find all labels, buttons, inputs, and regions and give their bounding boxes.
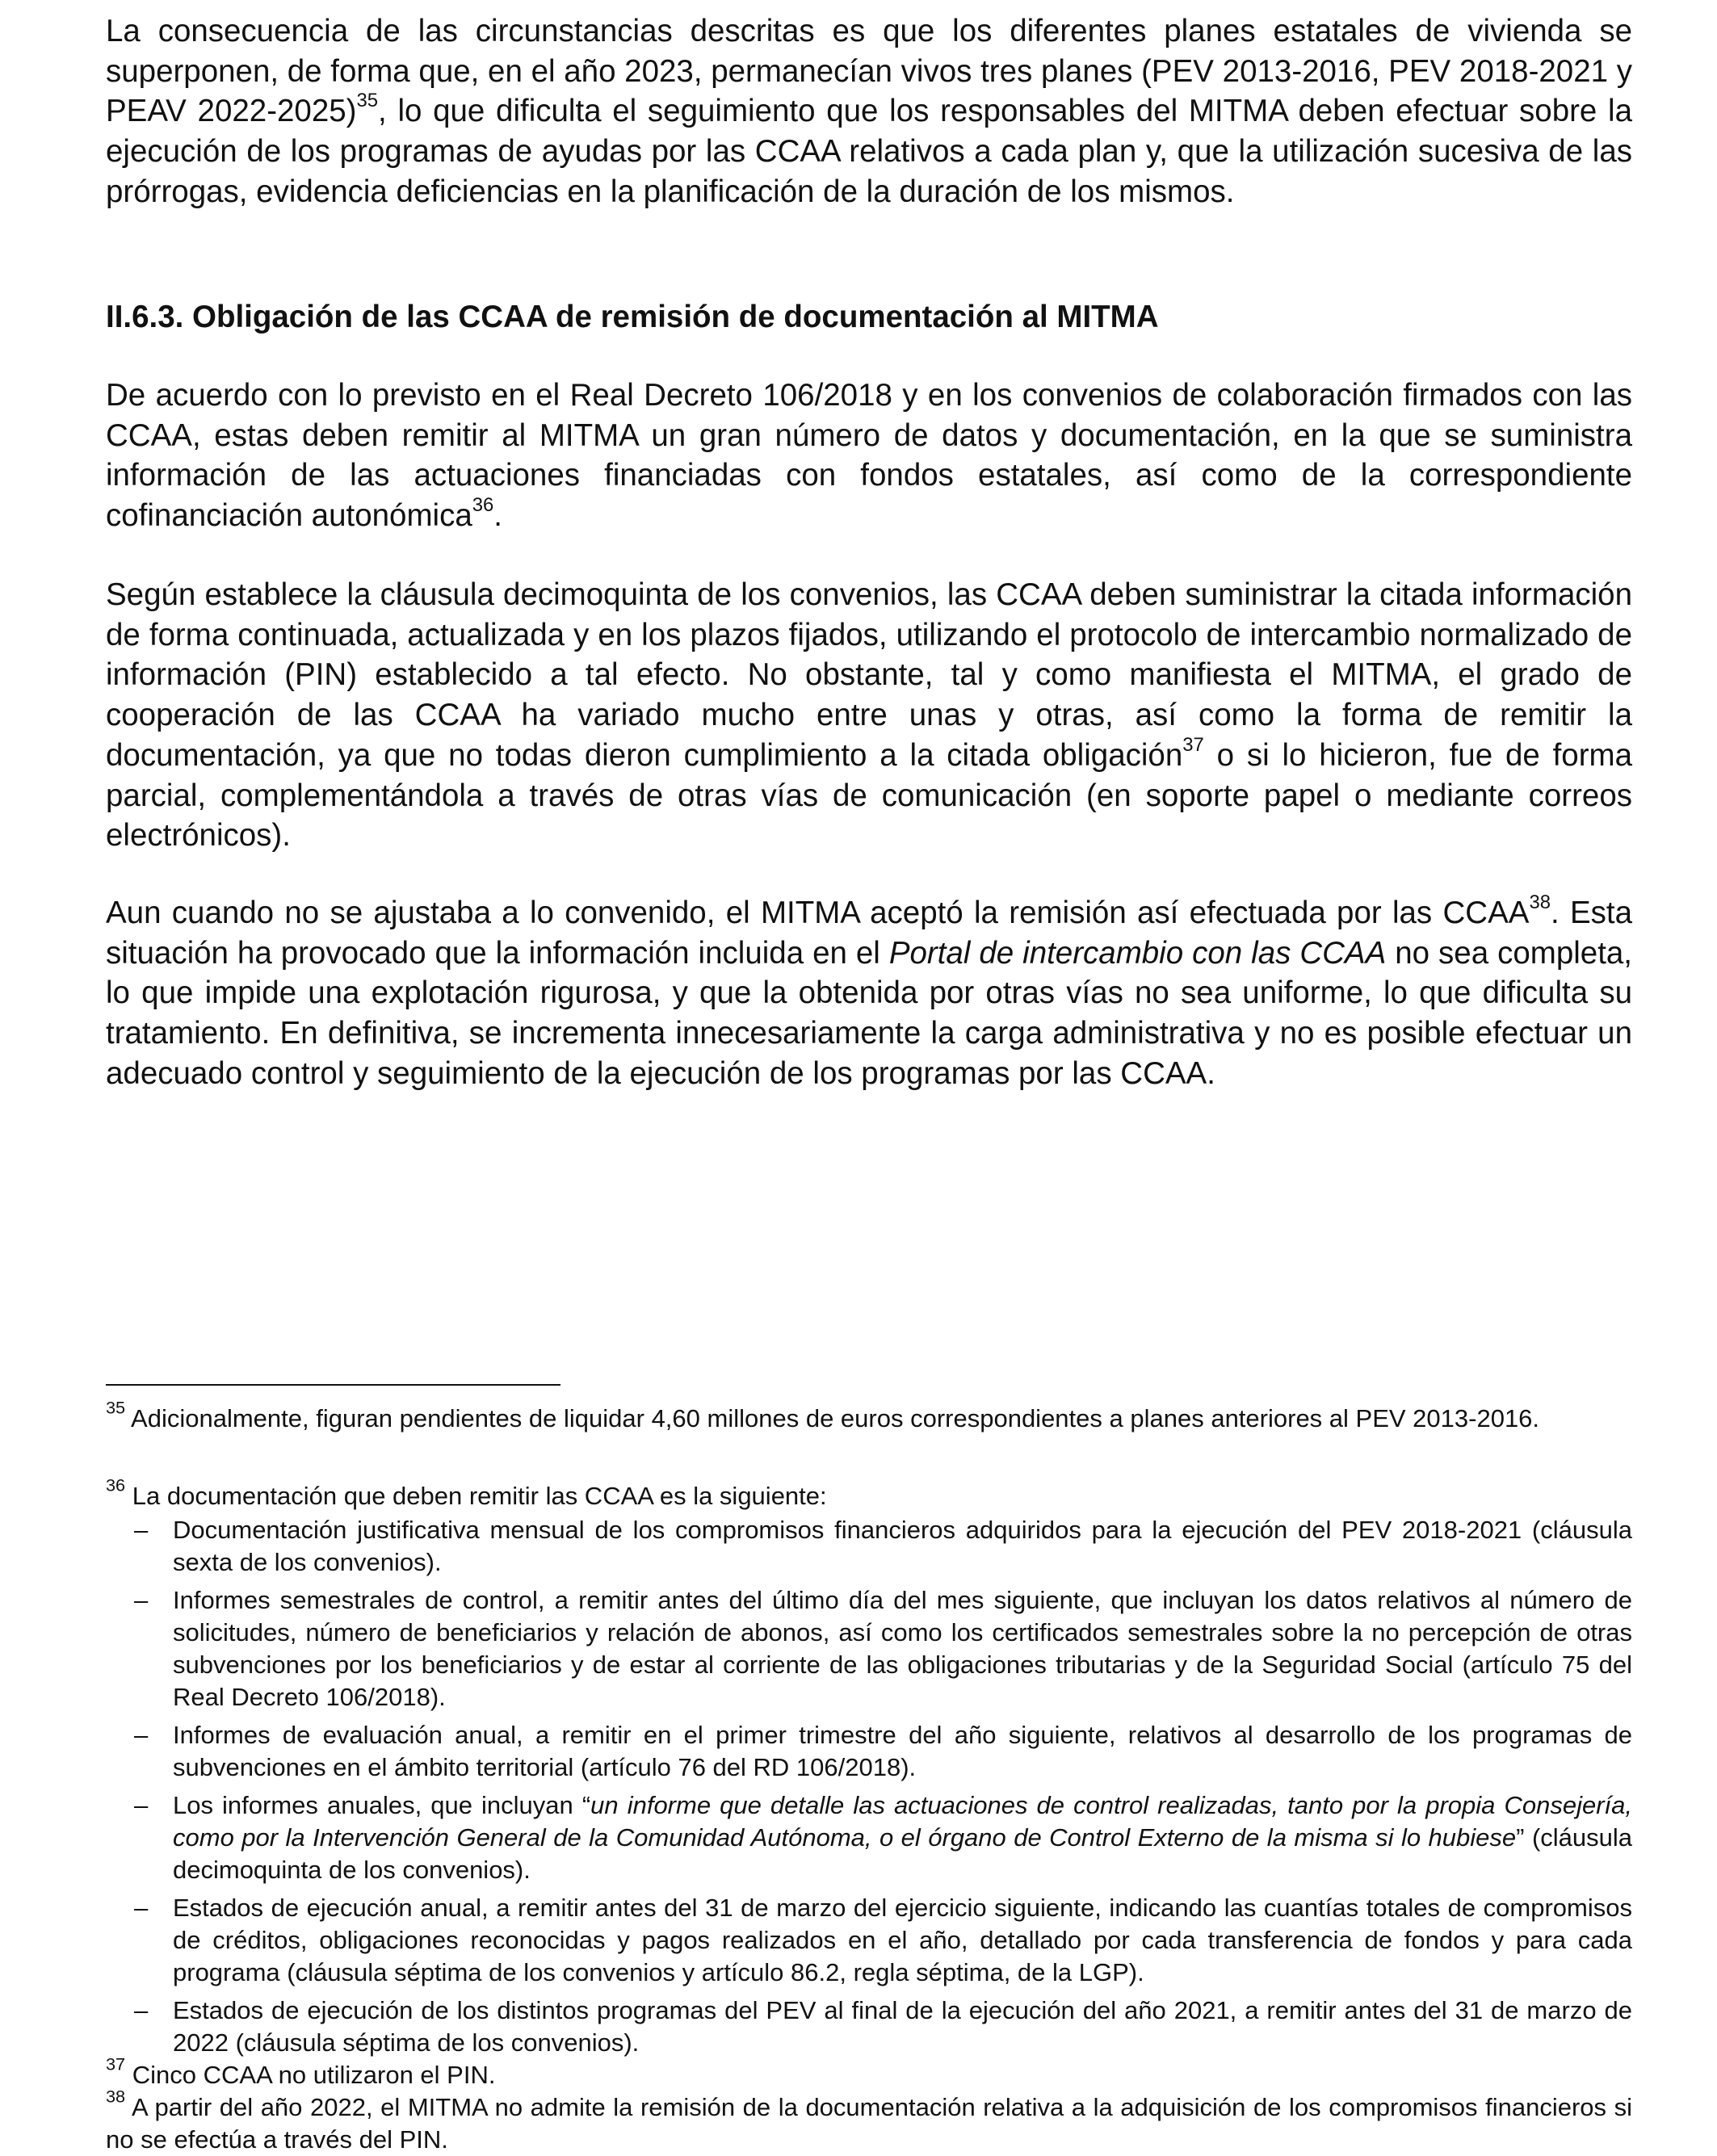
list-item bbox=[106, 1892, 1632, 1989]
list-item-text: Informes de evaluación anual, a remitir en el primer trimestre del año siguiente, relativos al desarrollo de los programas de subvenciones en el ámbito territorial (artículo 76 del RD 106/2018). bbox=[173, 1721, 1632, 1781]
text: La consecuencia de las circunstancias descritas es que los diferentes planes estatales de vivienda se superponen, de forma que, en el año 2023, permanecían vivos tres planes (PEV 2013-2016, PEV 2018-2021 y PEAV 2022-2025) bbox=[106, 14, 1632, 129]
list-item bbox=[106, 1995, 1632, 2059]
footnote-ref-35[interactable]: 35 bbox=[356, 90, 379, 112]
footnote-number: 35 bbox=[106, 1397, 126, 1418]
list-item-text: Documentación justificativa mensual de los compromisos financieros adquiridos para la ejecución del PEV 2018-2021 (cláusula sexta de los convenios). bbox=[173, 1516, 1632, 1576]
footnote-text: La documentación que deben remitir las CCAA es la siguiente: bbox=[132, 1482, 827, 1510]
list-item-text: ” (cláusula decimoquinta de los convenios). bbox=[173, 1823, 1632, 1884]
text: , lo que dificulta el seguimiento que los responsables del MITMA deben efectuar sobre la ejecución de los programas de ayudas por las CCAA relativos a cada plan y, que la utilización sucesiva de las prórrogas, evidencia deficiencias en la planificación de la duración de los mismos. bbox=[106, 94, 1632, 209]
footnote-36 bbox=[106, 1474, 1633, 2156]
footnote-ref-38[interactable]: 38 bbox=[1529, 891, 1551, 914]
text: no sea completa, lo que impide una explotación rigurosa, y que la obtenida por otras vías no sea uniforme, lo que dificulta su tratamiento. En definitiva, se incrementa innecesariamente la carga administrativa y no es posible efectuar un adecuado control y seguimiento de la ejecución de los programas por las CCAA. bbox=[106, 935, 1633, 1091]
text: . bbox=[493, 498, 502, 534]
italic-quote: un informe que detalle las actuaciones de control realizadas, tanto por la propia Consejería, como por la Intervención General de la Comunidad Autónoma, o el órgano de Control Externo de la misma si lo hubiese bbox=[173, 1791, 1632, 1852]
footnote-number: 38 bbox=[106, 2086, 126, 2107]
list-item bbox=[106, 1719, 1632, 1784]
footnote-number: 36 bbox=[106, 1474, 126, 1495]
list-item bbox=[106, 1584, 1632, 1713]
list-item-text: Estados de ejecución anual, a remitir antes del 31 de marzo del ejercicio siguiente, indicando las cuantías totales de compromisos de créditos, obligaciones reconocidas y pagos realizados en el año, detallado por cada transferencia de fondos y para cada programa (cláusula séptima de los convenios y artículo 86.2, regla séptima, de la LGP). bbox=[173, 1894, 1632, 1986]
list-item bbox=[106, 1789, 1632, 1886]
list-item-text: Los informes anuales, que incluyan “ bbox=[173, 1791, 591, 1819]
footnote-35 bbox=[106, 1397, 1632, 1435]
section-title: II.6.3. Obligación de las CCAA de remisión de documentación al MITMA bbox=[106, 300, 1159, 334]
paragraph-plans-overlap bbox=[106, 11, 1632, 212]
footnote-ref-37[interactable]: 37 bbox=[1182, 733, 1204, 756]
dash-bullet: – bbox=[134, 1894, 149, 1922]
italic-text: Portal de intercambio con las CCAA bbox=[888, 935, 1387, 971]
text: De acuerdo con lo previsto en el Real Decreto 106/2018 y en los convenios de colaboración firmados con las CCAA, estas deben remitir al MITMA un gran número de datos y documentación, en la que se suministra información de las actuaciones financiadas con fondos estatales, así como de la correspondiente cofinanciación autonómica bbox=[106, 378, 1632, 534]
footnote-38-text: A partir del año 2022, el MITMA no admite la remisión de la documentación relativa a la adquisición de los compromisos financieros si no se efectúa a través del PIN. bbox=[106, 2093, 1633, 2154]
paragraph-clause-fifteen bbox=[106, 575, 1632, 856]
footnote-number: 37 bbox=[106, 2053, 126, 2074]
text: . Esta situación ha provocado que la información incluida en el bbox=[106, 896, 1632, 971]
text: Según establece la cláusula decimoquinta de los convenios, las CCAA deben suministrar la citada información de forma continuada, actualizada y en los plazos fijados, utilizando el protocolo de intercambio normalizado de información (PIN) establecido a tal efecto. No obstante, tal y como manifiesta el MITMA, el grado de cooperación de las CCAA ha variado mucho entre unas y otras, así como la forma de remitir la documentación, ya que no todas dieron cumplimiento a la citada obligación bbox=[106, 577, 1632, 773]
list-item-text: Estados de ejecución de los distintos programas del PEV al final de la ejecución del año 2021, a remitir antes del 31 de marzo de 2022 (cláusula séptima de los convenios). bbox=[173, 1996, 1632, 2057]
footnote-divider bbox=[106, 1384, 560, 1386]
footnote-37-text: Cinco CCAA no utilizaron el PIN. bbox=[132, 2061, 496, 2089]
paragraph-documentation bbox=[106, 375, 1632, 536]
dash-bullet: – bbox=[134, 1996, 149, 2024]
list-item-text: Informes semestrales de control, a remitir antes del último día del mes siguiente, que incluyan los datos relativos al número de solicitudes, número de beneficiarios y relación de abonos, así como los certificados semestrales sobre la no percepción de otras subvenciones por los beneficiarios y de estar al corriente de las obligaciones tributarias y de la Seguridad Social (artículo 75 del Real Decreto 106/2018). bbox=[173, 1586, 1632, 1711]
text: Aun cuando no se ajustaba a lo convenido, el MITMA aceptó la remisión así efectuada por las CCAA bbox=[106, 896, 1530, 930]
dash-bullet: – bbox=[134, 1586, 149, 1614]
text: o si lo hicieron, fue de forma parcial, complementándola a través de otras vías de comunicación (en soporte papel o mediante correos electrónicos). bbox=[106, 737, 1632, 854]
footnote-ref-36[interactable]: 36 bbox=[472, 494, 494, 517]
dash-bullet: – bbox=[134, 1721, 149, 1749]
list-item bbox=[106, 1514, 1632, 1579]
footnote-text: Adicionalmente, figuran pendientes de liquidar 4,60 millones de euros correspondientes a planes anteriores al PEV 2013-2016. bbox=[131, 1404, 1540, 1432]
dash-bullet: – bbox=[134, 1516, 149, 1544]
dash-bullet: – bbox=[134, 1791, 149, 1819]
paragraph-conclusion bbox=[106, 893, 1632, 1094]
section-heading bbox=[106, 297, 1632, 338]
